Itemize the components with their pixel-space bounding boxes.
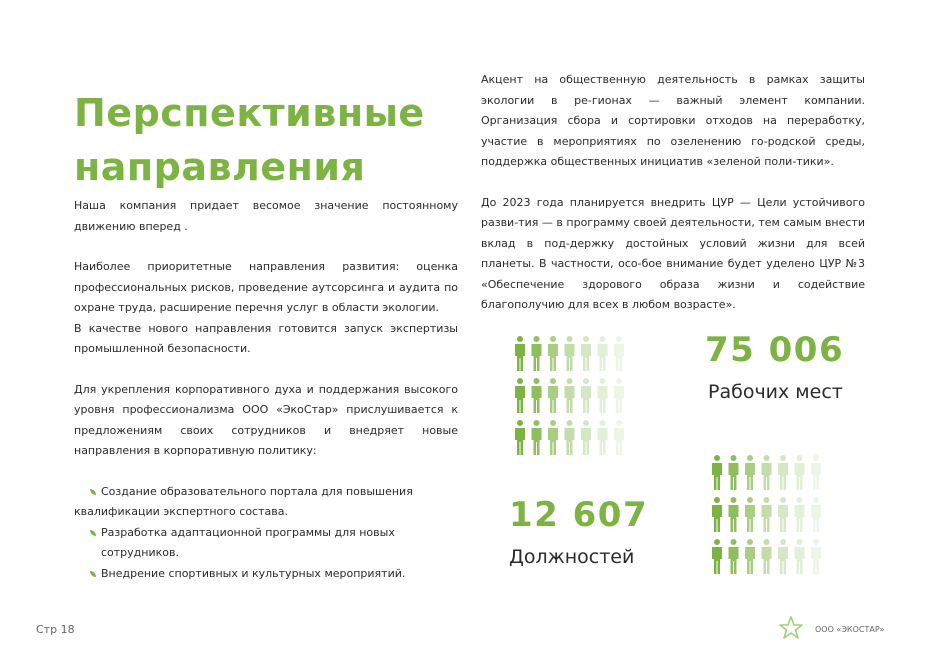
person-icon bbox=[762, 497, 772, 532]
people-grid-jobs bbox=[514, 336, 629, 456]
directions-list bbox=[74, 482, 458, 585]
list-item: Создание образовательного портала для повышения квалификации экспертного состава. bbox=[74, 484, 413, 518]
positions-number: 12 607 bbox=[509, 495, 649, 535]
person-icon bbox=[745, 497, 755, 532]
person-icon bbox=[778, 455, 788, 490]
person-icon bbox=[811, 539, 821, 574]
page-title: Перспективные направления bbox=[74, 91, 425, 189]
person-icon bbox=[565, 378, 575, 413]
person-icon bbox=[565, 420, 575, 455]
intro-paragraph: Наша компания придает весомое значение постоянному движению вперед . bbox=[74, 199, 458, 233]
person-icon bbox=[614, 336, 624, 371]
jobs-number: 75 006 bbox=[705, 330, 845, 370]
person-icon bbox=[598, 336, 608, 371]
person-icon bbox=[795, 539, 805, 574]
corporate-paragraph: Для укрепления корпоративного духа и поддержания высокого уровня профессионализма ООО «ЭкоСтар» прислушивается к предложениям своих сотрудников и внедряет новые направления в корпоративную политику: bbox=[74, 382, 458, 457]
person-icon bbox=[548, 378, 558, 413]
person-icon bbox=[565, 336, 575, 371]
person-icon bbox=[581, 336, 591, 371]
person-icon bbox=[581, 378, 591, 413]
page-number: Стр 18 bbox=[36, 623, 75, 636]
person-icon bbox=[712, 455, 722, 490]
new-direction-paragraph: В качестве нового направления готовится запуск экспертизы промышленной безопасности. bbox=[74, 321, 458, 355]
ecology-paragraph: Акцент на общественную деятельность в рамках защиты экологии в ре-гионах — важный элемент компании. Организация сбора и сортировки отходов на переработку, участие в мероприятиях по озеленению го-родской среды, поддержка общественных инициатив «зеленой поли-тики». bbox=[481, 73, 865, 168]
person-icon-grid bbox=[711, 455, 826, 575]
person-icon bbox=[712, 497, 722, 532]
person-icon bbox=[811, 497, 821, 532]
person-icon bbox=[532, 420, 542, 455]
person-icon bbox=[778, 497, 788, 532]
priorities-paragraph: Наиболее приоритетные направления развития: оценка профессиональных рисков, проведение аутсорсинга и аудита по охране труда, расширение перечня услуг в области экологии. bbox=[74, 260, 458, 314]
person-icon bbox=[532, 378, 542, 413]
person-icon bbox=[598, 378, 608, 413]
person-icon bbox=[729, 497, 739, 532]
star-logo-icon bbox=[778, 615, 804, 641]
person-icon bbox=[548, 420, 558, 455]
person-icon bbox=[581, 420, 591, 455]
person-icon bbox=[532, 336, 542, 371]
leaf-bullet-icon bbox=[90, 530, 96, 536]
person-icon bbox=[762, 539, 772, 574]
person-icon bbox=[598, 420, 608, 455]
list-item: Внедрение спортивных и культурных мероприятий. bbox=[74, 564, 458, 585]
person-icon bbox=[795, 455, 805, 490]
person-icon bbox=[515, 378, 525, 413]
sdg-paragraph: До 2023 года планируется внедрить ЦУР — Цели устойчивого разви-тия — в программу своей деятельности, тем самым внести вклад в под-держку достойных условий жизни для всей планеты. В частности, осо-бое внимание будет уделено ЦУР №3 «Обеспечение здорового образа жизни и содействие благополучию для всех в любом возрасте». bbox=[481, 195, 865, 311]
person-icon bbox=[548, 336, 558, 371]
person-icon bbox=[614, 420, 624, 455]
jobs-label: Рабочих мест bbox=[708, 381, 843, 403]
right-column bbox=[481, 70, 865, 316]
list-item: Разработка адаптационной программы для новых сотрудников. bbox=[74, 523, 458, 564]
person-icon bbox=[515, 336, 525, 371]
person-icon bbox=[614, 378, 624, 413]
person-icon bbox=[762, 455, 772, 490]
person-icon bbox=[515, 420, 525, 455]
person-icon bbox=[795, 497, 805, 532]
person-icon bbox=[729, 539, 739, 574]
person-icon bbox=[712, 539, 722, 574]
company-name: ООО «ЭКОСТАР» bbox=[815, 625, 885, 634]
leaf-bullet-icon bbox=[90, 571, 96, 577]
person-icon-grid bbox=[514, 336, 629, 456]
positions-label: Должностей bbox=[509, 546, 635, 568]
person-icon bbox=[811, 455, 821, 490]
person-icon bbox=[778, 539, 788, 574]
person-icon bbox=[729, 455, 739, 490]
people-grid-positions bbox=[711, 455, 826, 575]
left-column bbox=[74, 196, 458, 584]
leaf-bullet-icon bbox=[90, 489, 96, 495]
person-icon bbox=[745, 539, 755, 574]
person-icon bbox=[745, 455, 755, 490]
